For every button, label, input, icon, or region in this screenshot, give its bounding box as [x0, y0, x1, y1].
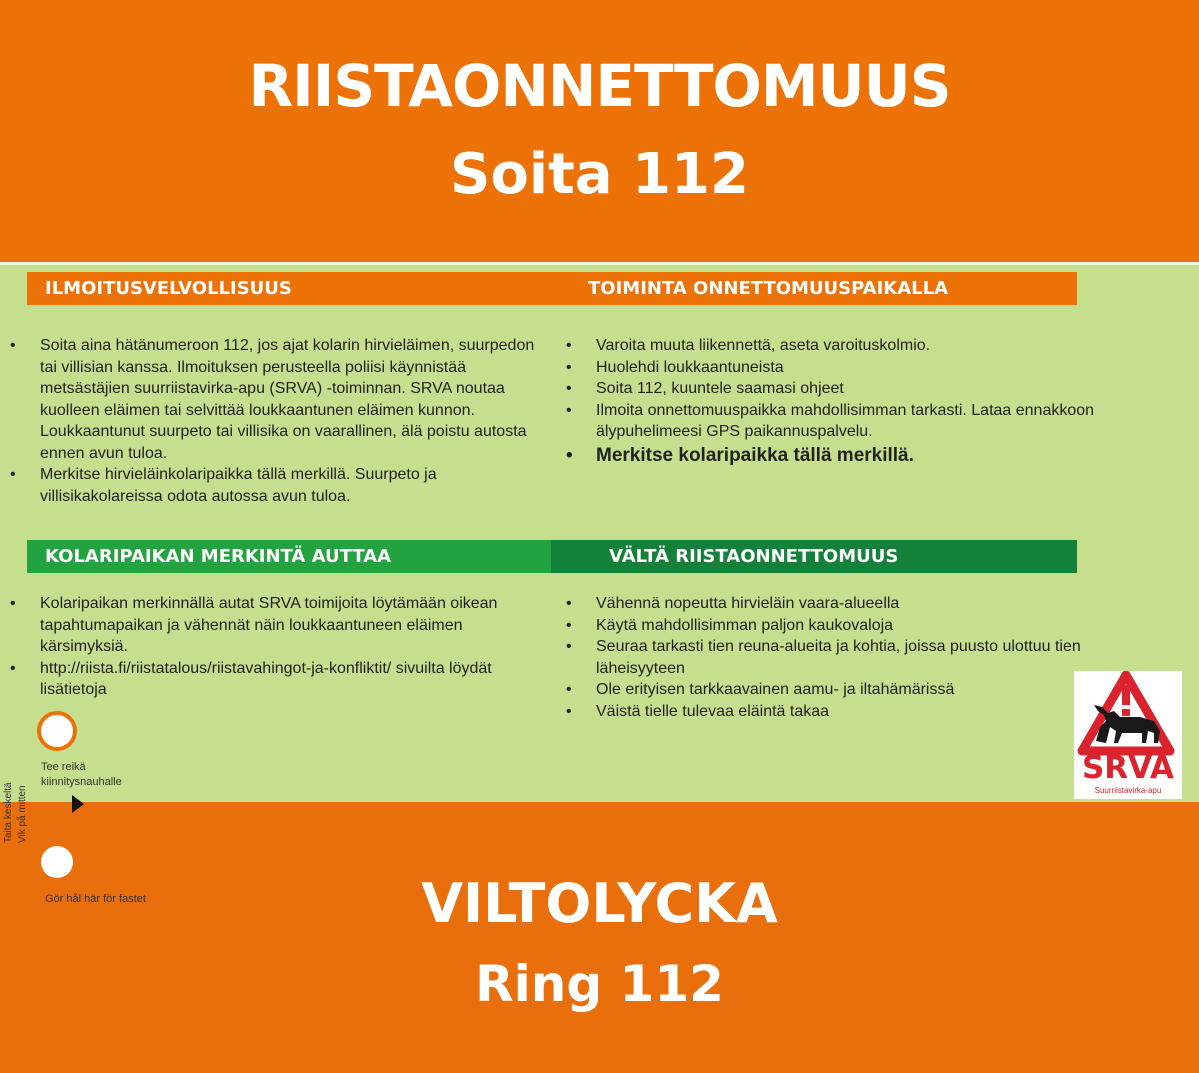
swedish-title: VILTOLYCKA — [421, 872, 778, 935]
list-item-emphasis: • Merkitse kolaripaikka tällä merkillä. — [566, 443, 1156, 469]
list-item: • Varoita muuta liikennettä, aseta varoituskolmio. — [566, 335, 1156, 357]
avoid-heading: VÄLTÄ RIISTAONNETTOMUUS — [551, 540, 1077, 573]
marking-list — [10, 593, 540, 701]
srva-logo — [1074, 671, 1182, 799]
list-item: • Ilmoita onnettomuuspaikka mahdollisimman tarkasti. Lataa ennakkoon älypuhelimeesi GPS paikannuspalvelu. — [566, 400, 1156, 443]
reporting-heading: ILMOITUSVELVOLLISUUS — [45, 278, 292, 299]
list-item: • Kolaripaikan merkinnällä autat SRVA toimijoita löytämään oikean tapahtumapaikan ja vähennät näin loukkaantuneen eläimen kärsimyksiä. — [10, 593, 540, 658]
main-title: RIISTAONNETTOMUUS — [248, 52, 951, 120]
list-item: • Soita 112, kuuntele saamasi ohjeet — [566, 378, 1156, 400]
marking-heading: KOLARIPAIKAN MERKINTÄ AUTTAA — [27, 540, 551, 573]
reporting-list — [10, 335, 540, 507]
list-item: • Vähennä nopeutta hirvieläin vaara-alueella — [566, 593, 1126, 615]
list-item: • http://riista.fi/riistatalous/riistavahingot-ja-konfliktit/ sivuilta löydät lisätietoja — [10, 658, 540, 701]
list-item: • Ole erityisen tarkkaavainen aamu- ja iltahämärissä — [566, 679, 1126, 701]
logo-wordmark: SRVA — [1081, 750, 1175, 786]
emergency-number-title: Soita 112 — [450, 142, 749, 207]
logo-tagline: Suurriistavirka-apu — [1094, 786, 1162, 795]
hole-instruction-fi: Tee reikä kiinnitysnauhalle — [41, 761, 122, 788]
punch-hole-icon — [37, 711, 77, 751]
list-item: • Väistä tielle tulevaa eläintä takaa — [566, 701, 1126, 723]
avoid-list — [566, 593, 1126, 722]
list-item: • Soita aina hätänumeroon 112, jos ajat kolarin hirvieläimen, suurpedon tai villisian kanssa. Ilmoituksen perusteella poliisi käynnistää metsästäjien suurriistavirka-apu (SRVA) -toiminnan. SRVA noutaa kuolleen eläimen tai selvittää loukkaantunen eläimen kunnon. Loukkaantunut suurpeto tai villisika on vaarallinen, älä poistu autosta ennen avun tuloa. — [10, 335, 540, 464]
hole-instruction-sv: Gör hål här för fastet — [45, 893, 146, 905]
list-item: • Käytä mahdollisimman paljon kaukovaloja — [566, 615, 1126, 637]
list-item: • Huolehdi loukkaantuneista — [566, 357, 1156, 379]
fold-instruction-sv: Vik på mitten — [17, 785, 28, 843]
actions-list — [566, 335, 1156, 469]
list-item: • Seuraa tarkasti tien reuna-alueita ja kohtia, joissa puusto ulottuu tien läheisyyteen — [566, 636, 1126, 679]
list-item: • Merkitse hirvieläinkolaripaikka tällä merkillä. Suurpeto ja villisikakolareissa odota autossa avun tuloa. — [10, 464, 540, 507]
top-banner — [0, 0, 1199, 262]
swedish-emergency-number: Ring 112 — [475, 955, 724, 1013]
fold-arrow-icon — [72, 795, 84, 813]
actions-heading: TOIMINTA ONNETTOMUUSPAIKALLA — [588, 278, 949, 299]
fold-instruction-fi: Taita keskeltä — [3, 782, 14, 843]
